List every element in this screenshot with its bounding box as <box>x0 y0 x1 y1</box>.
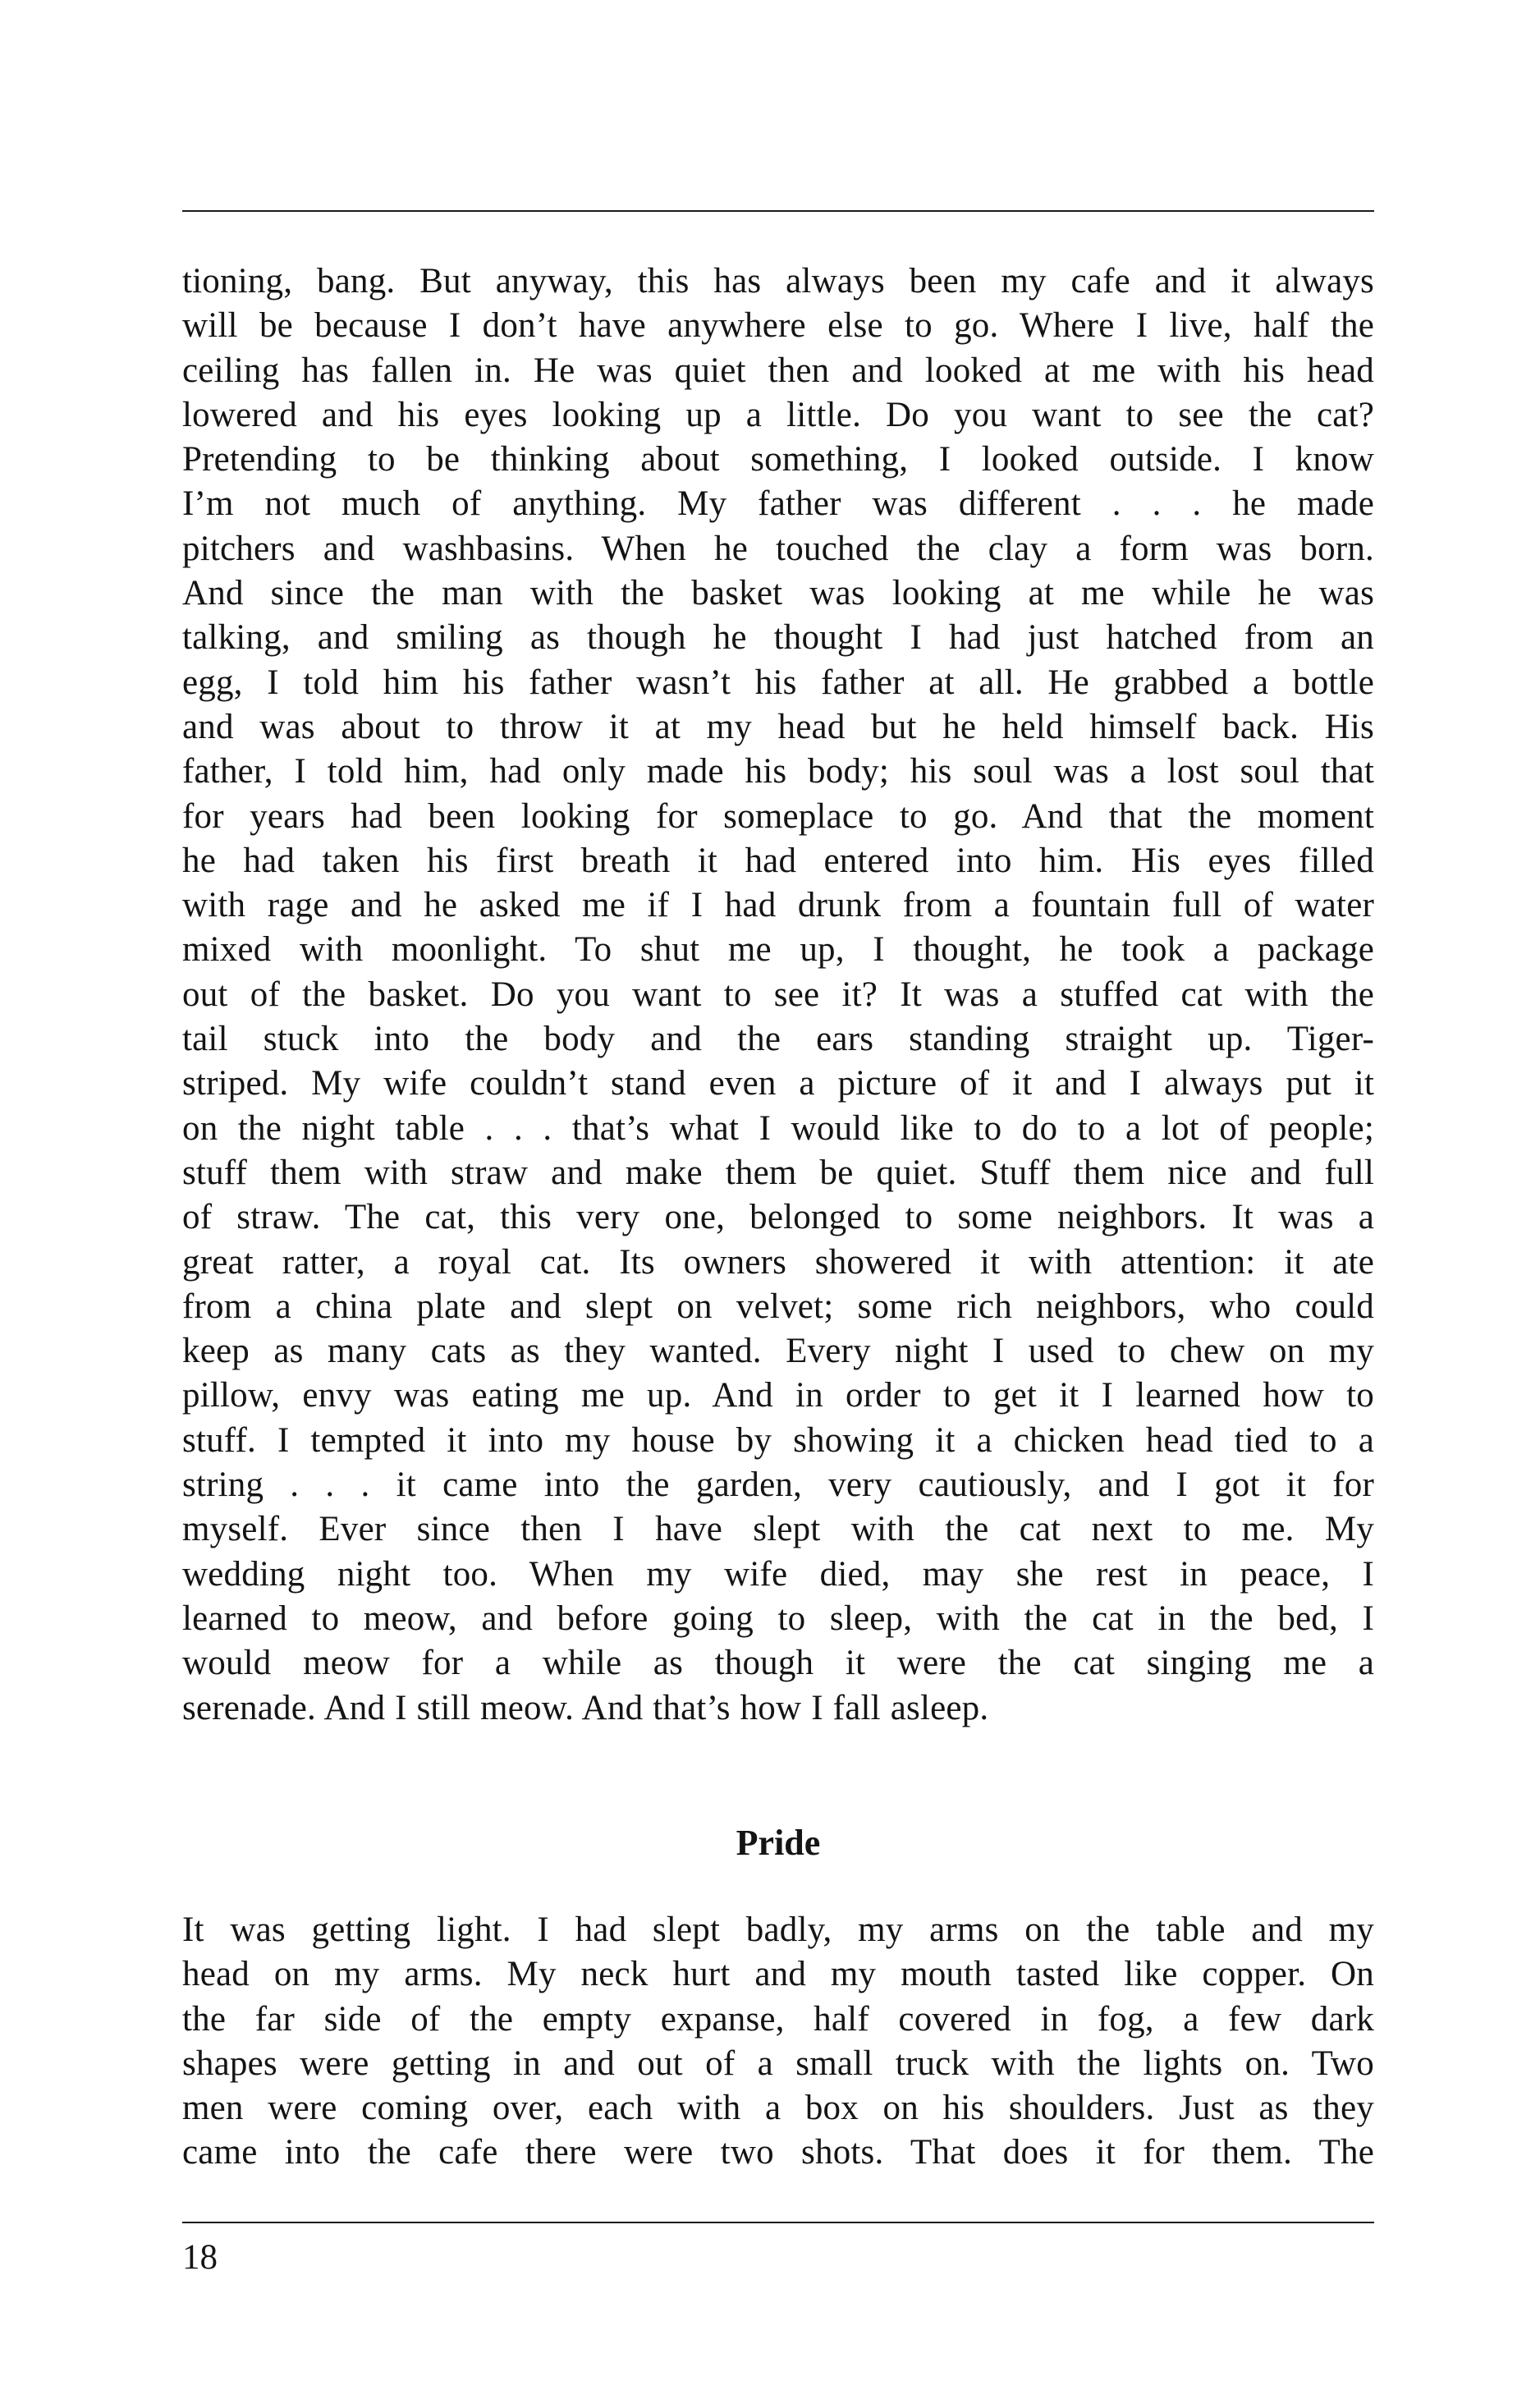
text-line: learned to meow, and before going to sleep, with the cat in the bed, I <box>182 1599 1374 1638</box>
top-rule <box>182 210 1374 212</box>
text-line: ceiling has fallen in. He was quiet then and looked at me with his head <box>182 351 1374 390</box>
text-line: Pretending to be thinking about something, I looked outside. I know <box>182 440 1374 479</box>
text-line: head on my arms. My neck hurt and my mouth tasted like copper. On <box>182 1955 1374 1994</box>
text-line: I’m not much of anything. My father was different . . . he made <box>182 484 1374 524</box>
text-line: father, I told him, had only made his body; his soul was a lost soul that <box>182 752 1374 791</box>
text-line: out of the basket. Do you want to see it? It was a stuffed cat with the <box>182 975 1374 1014</box>
text-line: mixed with moonlight. To shut me up, I thought, he took a package <box>182 930 1374 970</box>
bottom-rule <box>182 2222 1374 2223</box>
text-line: came into the cafe there were two shots. That does it for them. The <box>182 2133 1374 2172</box>
text-line: serenade. And I still meow. And that’s how I fall asleep. <box>182 1688 989 1727</box>
text-line: egg, I told him his father wasn’t his father at all. He grabbed a bottle <box>182 663 1374 702</box>
text-line: and was about to throw it at my head but he held himself back. His <box>182 707 1374 746</box>
page-number: 18 <box>182 2238 218 2277</box>
text-line: of straw. The cat, this very one, belonged to some neighbors. It was a <box>182 1198 1374 1237</box>
text-line: on the night table . . . that’s what I would like to do to a lot of people; <box>182 1108 1374 1148</box>
text-line: from a china plate and slept on velvet; some rich neighbors, who could <box>182 1287 1374 1326</box>
text-line: tioning, bang. But anyway, this has always been my cafe and it always <box>182 262 1374 300</box>
text-line: will be because I don’t have anywhere else to go. Where I live, half the <box>182 306 1374 346</box>
text-line: great ratter, a royal cat. Its owners showered it with attention: it ate <box>182 1242 1374 1282</box>
text-line: stuff them with straw and make them be quiet. Stuff them nice and full <box>182 1153 1374 1192</box>
text-line: striped. My wife couldn’t stand even a picture of it and I always put it <box>182 1064 1374 1103</box>
text-line: talking, and smiling as though he thought I had just hatched from an <box>182 618 1374 658</box>
paragraph-pride <box>182 1908 1374 2176</box>
text-line: myself. Ever since then I have slept with the cat next to me. My <box>182 1510 1374 1549</box>
paragraph-continued <box>182 259 1374 1731</box>
text-line: with rage and he asked me if I had drunk from a fountain full of water <box>182 886 1374 925</box>
text-line: for years had been looking for someplace to go. And that the moment <box>182 796 1374 836</box>
text-line: string . . . it came into the garden, very cautiously, and I got it for <box>182 1466 1374 1505</box>
text-line: And since the man with the basket was looking at me while he was <box>182 574 1374 613</box>
text-line: pillow, envy was eating me up. And in order to get it I learned how to <box>182 1376 1374 1415</box>
text-line: keep as many cats as they wanted. Every night I used to chew on my <box>182 1332 1374 1371</box>
text-line: pitchers and washbasins. When he touched the clay a form was born. <box>182 529 1374 568</box>
text-line: would meow for a while as though it were the cat singing me a <box>182 1644 1374 1683</box>
section-heading: Pride <box>736 1823 821 1863</box>
text-line: It was getting light. I had slept badly, my arms on the table and my <box>182 1910 1374 1949</box>
text-line: stuff. I tempted it into my house by showing it a chicken head tied to a <box>182 1420 1374 1460</box>
text-line: tail stuck into the body and the ears standing straight up. Tiger- <box>182 1020 1374 1059</box>
text-line: shapes were getting in and out of a small truck with the lights on. Two <box>182 2044 1374 2083</box>
text-line: he had taken his first breath it had entered into him. His eyes filled <box>182 841 1374 880</box>
text-line: the far side of the empty expanse, half covered in fog, a few dark <box>182 1999 1374 2039</box>
text-line: wedding night too. When my wife died, may she rest in peace, I <box>182 1554 1374 1594</box>
text-line: lowered and his eyes looking up a little. Do you want to see the cat? <box>182 395 1374 434</box>
text-line: men were coming over, each with a box on his shoulders. Just as they <box>182 2089 1374 2128</box>
